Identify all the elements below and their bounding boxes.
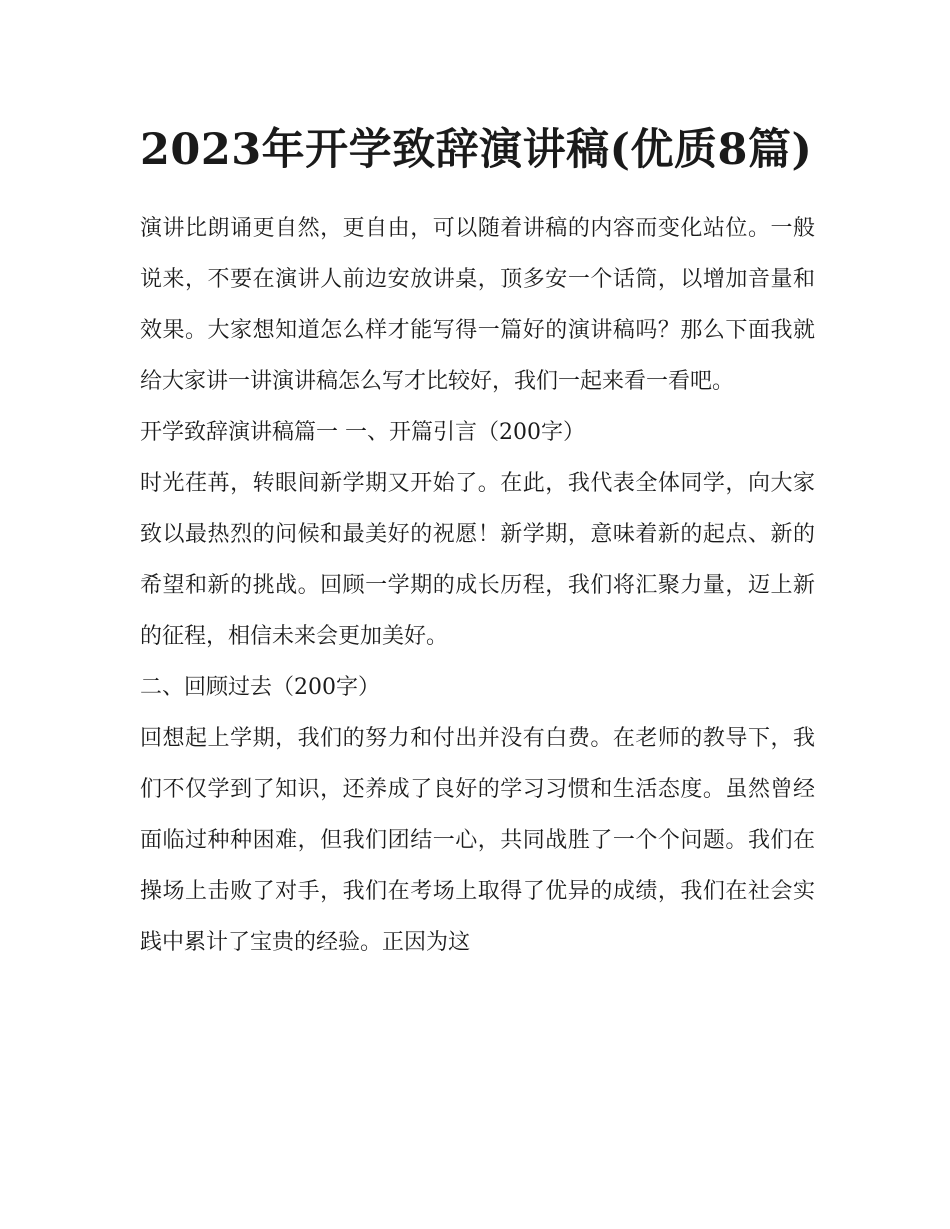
opening-paragraph: 时光荏苒，转眼间新学期又开始了。在此，我代表全体同学，向大家致以最热烈的问候和最美好的祝愿！新学期，意味着新的起点、新的希望和新的挑战。回顾一学期的成长历程，我们将汇聚力量，迈上新的征程，相信未来会更加美好。 (140, 471, 815, 649)
section-heading-review: 二、回顾过去（200字） (140, 675, 380, 700)
document-body (140, 203, 815, 968)
intro-paragraph: 演讲比朗诵更自然，更自由，可以随着讲稿的内容而变化站位。一般说来，不要在演讲人前边安放讲桌，顶多安一个话筒，以增加音量和效果。大家想知道怎么样才能写得一篇好的演讲稿吗？那么下面我就给大家讲一讲演讲稿怎么写才比较好，我们一起来看一看吧。 (140, 216, 815, 394)
section-heading-opening: 开学致辞演讲稿篇一 一、开篇引言（200字） (140, 420, 585, 445)
review-paragraph: 回想起上学期，我们的努力和付出并没有白费。在老师的教导下，我们不仅学到了知识，还养成了良好的学习习惯和生活态度。虽然曾经面临过种种困难，但我们团结一心，共同战胜了一个个问题。我们在操场上击败了对手，我们在考场上取得了优异的成绩，我们在社会实践中累计了宝贵的经验。正因为这 (140, 726, 815, 955)
document-content (140, 118, 815, 968)
document-title: 2023年开学致辞演讲稿(优质8篇) (140, 125, 813, 175)
